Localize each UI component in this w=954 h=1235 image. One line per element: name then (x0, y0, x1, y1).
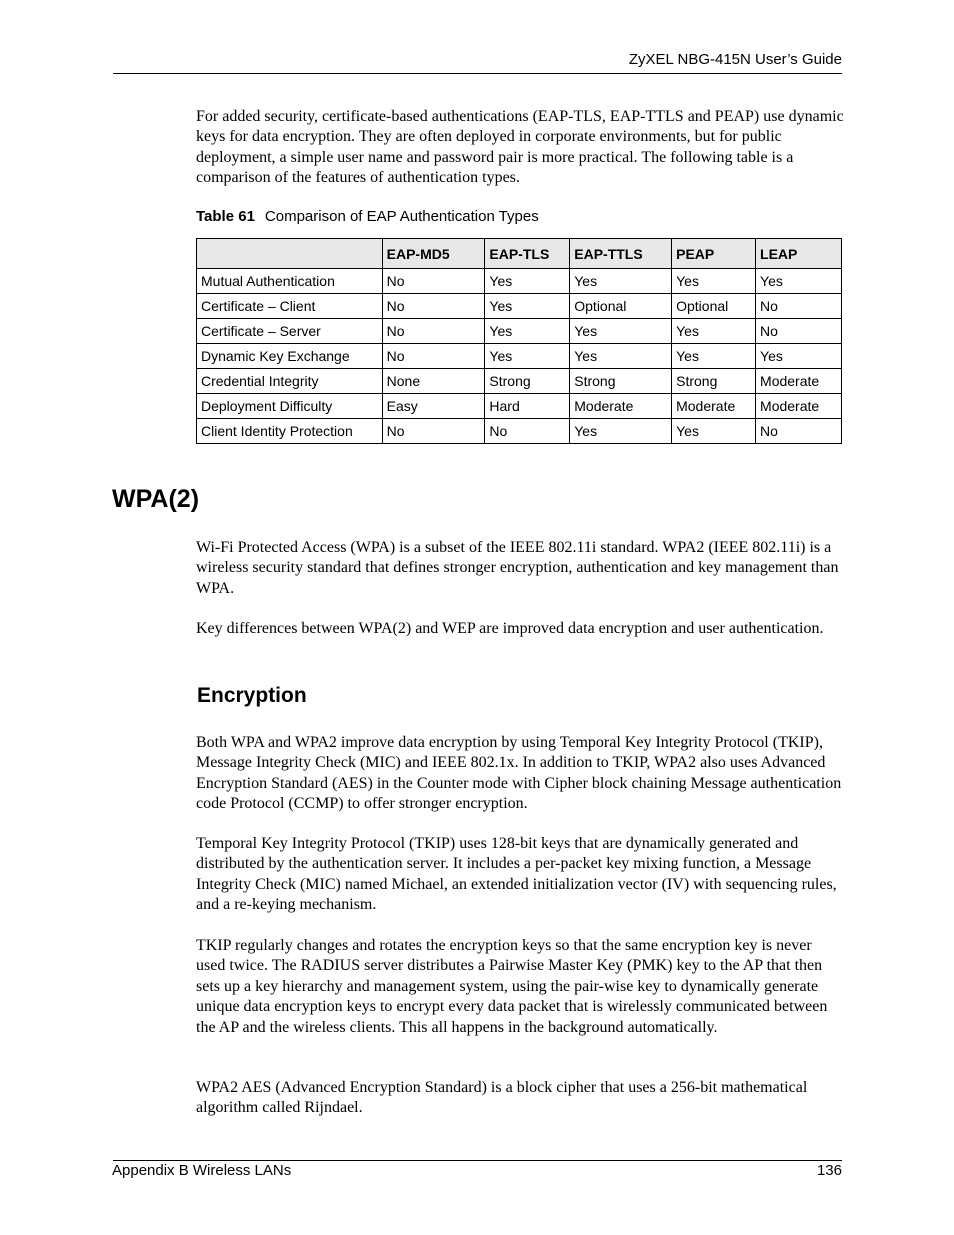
table-cell: Yes (672, 344, 756, 369)
table-header-cell: EAP-TTLS (570, 239, 672, 269)
table-header-cell: LEAP (756, 239, 842, 269)
header-divider (113, 73, 842, 74)
table-cell: Yes (570, 344, 672, 369)
table-cell: Yes (570, 319, 672, 344)
section-heading-wpa: WPA(2) (112, 485, 200, 513)
table-cell: Yes (672, 319, 756, 344)
table-caption (196, 208, 539, 225)
table-row (197, 269, 842, 294)
eap-comparison-table (196, 238, 842, 444)
wpa-paragraph: Key differences between WPA(2) and WEP are improved data encryption and user authentication. (196, 620, 824, 637)
table-cell: Deployment Difficulty (197, 394, 383, 419)
table-cell: Moderate (756, 394, 842, 419)
table-cell: Yes (672, 269, 756, 294)
table-cell: No (382, 319, 485, 344)
encryption-paragraph: Temporal Key Integrity Protocol (TKIP) uses 128-bit keys that are dynamically generated and distributed by the authentication server. It includes a per-packet key mixing function, a Message Integrity Check (MIC) named Michael, an extended initialization vector (IV) with sequencing rules, and a re-keying mechanism. (196, 835, 837, 914)
table-cell: Mutual Authentication (197, 269, 383, 294)
table-header-cell: EAP-MD5 (382, 239, 485, 269)
table-header-row (197, 239, 842, 269)
table-row (197, 394, 842, 419)
footer-divider (113, 1160, 842, 1161)
wpa-paragraph: Wi-Fi Protected Access (WPA) is a subset of the IEEE 802.11i standard. WPA2 (IEEE 802.11i) is a wireless security standard that defines stronger encryption, authentication and key management than WPA. (196, 539, 839, 597)
table-cell: Credential Integrity (197, 369, 383, 394)
table-cell: Yes (756, 344, 842, 369)
table-cell: Optional (672, 294, 756, 319)
table-cell: No (756, 419, 842, 444)
table-cell: No (382, 344, 485, 369)
table-cell: Yes (485, 294, 570, 319)
table-cell: Client Identity Protection (197, 419, 383, 444)
footer-section-title: Appendix B Wireless LANs (112, 1162, 292, 1179)
table-cell: Optional (570, 294, 672, 319)
table-cell: Strong (672, 369, 756, 394)
table-header-cell (197, 239, 383, 269)
section-heading-encryption: Encryption (197, 684, 307, 707)
table-cell: No (382, 294, 485, 319)
table-cell: Moderate (570, 394, 672, 419)
intro-paragraph: For added security, certificate-based authentications (EAP-TLS, EAP-TTLS and PEAP) use dynamic keys for data encryption. They are often deployed in corporate environments, but for public deployment, a simple user name and password pair is more practical. The following table is a comparison of the features of authentication types. (196, 108, 844, 187)
encryption-paragraph: WPA2 AES (Advanced Encryption Standard) is a block cipher that uses a 256-bit mathematical algorithm called Rijndael. (196, 1079, 808, 1117)
table-row (197, 294, 842, 319)
header-title: ZyXEL NBG-415N User’s Guide (628, 51, 842, 68)
encryption-paragraph: TKIP regularly changes and rotates the encryption keys so that the same encryption key is never used twice. The RADIUS server distributes a Pairwise Master Key (PMK) key to the AP that then sets up a key hierarchy and management system, using the pair-wise key to dynamically generate unique data encryption keys to encrypt every data packet that is wirelessly communicated between the AP and the wireless clients. This all happens in the background automatically. (196, 937, 828, 1036)
table-cell: Dynamic Key Exchange (197, 344, 383, 369)
table-cell: No (756, 319, 842, 344)
table-cell: Certificate – Server (197, 319, 383, 344)
table-cell: Yes (485, 319, 570, 344)
table-row (197, 369, 842, 394)
table-caption-number: Table 61 (196, 208, 255, 225)
table-caption-title: Comparison of EAP Authentication Types (264, 208, 539, 225)
table-cell: Yes (485, 344, 570, 369)
table-cell: No (382, 269, 485, 294)
table-cell: Yes (485, 269, 570, 294)
table-cell: Yes (672, 419, 756, 444)
encryption-paragraph: Both WPA and WPA2 improve data encryption by using Temporal Key Integrity Protocol (TKIP), Message Integrity Check (MIC) and IEEE 802.1x. In addition to TKIP, WPA2 also uses Advanced Encryption Standard (AES) in the Counter mode with Cipher block chaining Message authentication code Protocol (CCMP) to offer stronger encryption. (196, 734, 842, 813)
table-cell: Moderate (672, 394, 756, 419)
page-number: 136 (816, 1162, 842, 1179)
table-cell: None (382, 369, 485, 394)
table-cell: Yes (570, 269, 672, 294)
table-cell: No (485, 419, 570, 444)
table-row (197, 319, 842, 344)
table-header-cell: PEAP (672, 239, 756, 269)
table-cell: Hard (485, 394, 570, 419)
table-cell: No (382, 419, 485, 444)
table-row (197, 344, 842, 369)
table-header-cell: EAP-TLS (485, 239, 570, 269)
table-row (197, 419, 842, 444)
table-cell: Yes (570, 419, 672, 444)
table-cell: Yes (756, 269, 842, 294)
table-cell: Strong (485, 369, 570, 394)
table-cell: Certificate – Client (197, 294, 383, 319)
table-cell: Moderate (756, 369, 842, 394)
table-cell: Easy (382, 394, 485, 419)
table-cell: Strong (570, 369, 672, 394)
table-cell: No (756, 294, 842, 319)
